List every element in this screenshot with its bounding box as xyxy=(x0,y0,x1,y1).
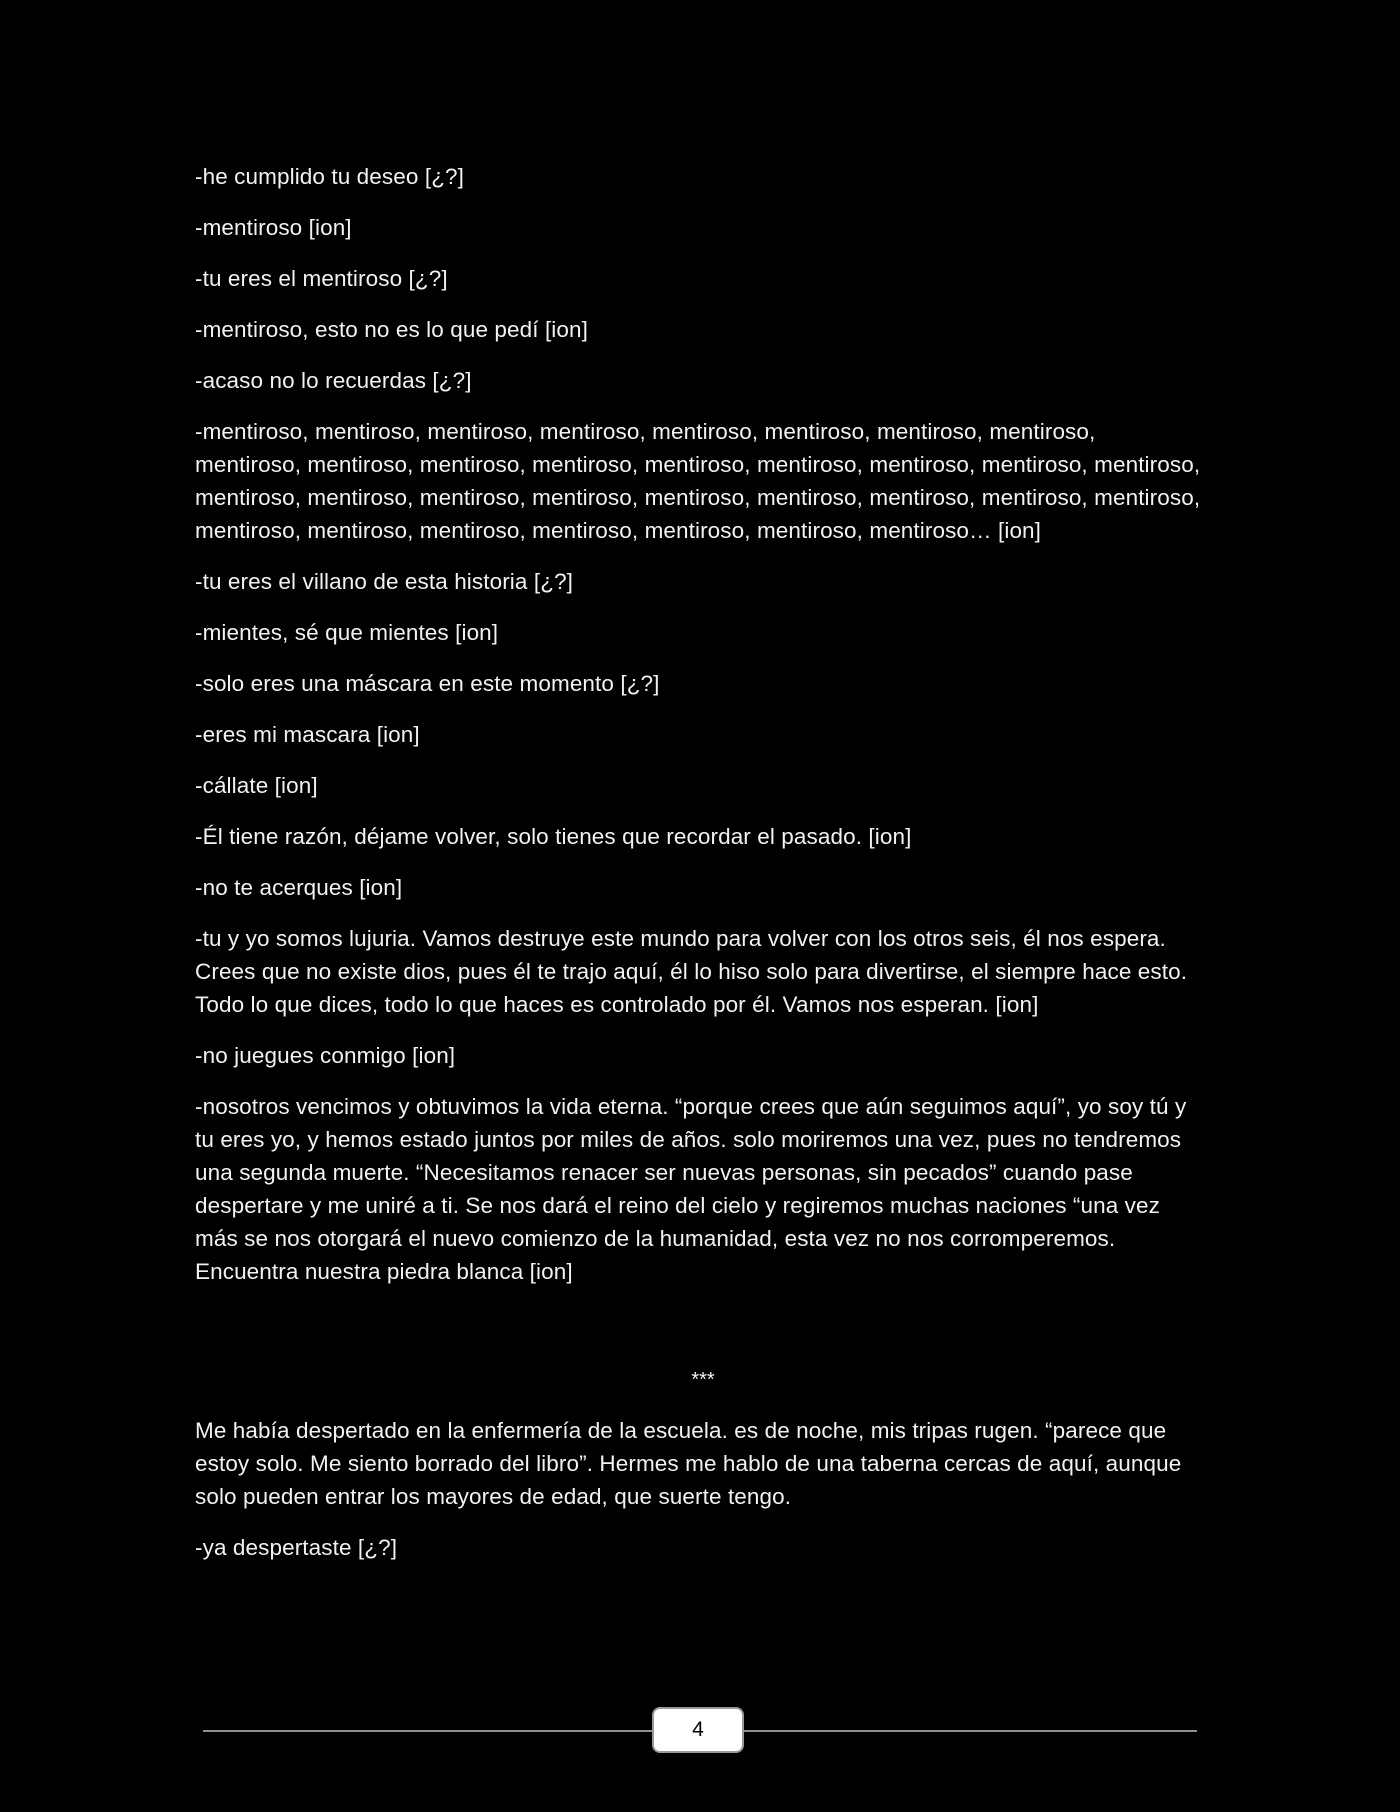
paragraph-7: -tu eres el villano de esta historia [¿?] xyxy=(195,569,574,594)
paragraph-11: -cállate [ion] xyxy=(195,773,318,798)
paragraph-16: -nosotros vencimos y obtuvimos la vida eterna. “porque crees que aún seguimos aquí”, yo soy tú y tu eres yo, y hemos estado juntos por miles de años. solo moriremos una vez, pues no tendremos una segunda muerte. “Necesitamos renacer ser nuevas personas, sin pecados” cuando pase despertare y me uniré a ti. Se nos dará el reino del cielo y regiremos muchas naciones “una vez más se nos otorgará el nuevo comienzo de la humanidad, esta vez no nos corromperemos. Encuentra nuestra piedra blanca [ion] xyxy=(195,1094,1187,1284)
paragraph-6: -mentiroso, mentiroso, mentiroso, mentiroso, mentiroso, mentiroso, mentiroso, mentiroso, mentiroso, mentiroso, mentiroso, mentiroso, mentiroso, mentiroso, mentiroso, mentiroso, mentiroso, mentiroso, mentiroso, mentiroso, mentiroso, mentiroso, mentiroso, mentiroso, mentiroso, mentiroso, mentiroso, mentiroso, mentiroso, mentiroso, mentiroso, mentiroso, mentiroso… [ion] xyxy=(195,419,1201,543)
paragraph-9: -solo eres una máscara en este momento [¿?] xyxy=(195,671,660,696)
page-number-badge xyxy=(652,1707,744,1753)
paragraph-4: -mentiroso, esto no es lo que pedí [ion] xyxy=(195,317,588,342)
page-number: 4 xyxy=(692,1718,704,1741)
section-separator: *** xyxy=(691,1369,715,1391)
paragraph-2: -mentiroso [ion] xyxy=(195,215,352,240)
paragraph-17: Me había despertado en la enfermería de la escuela. es de noche, mis tripas rugen. “parece que estoy solo. Me siento borrado del libro”. Hermes me hablo de una taberna cercas de aquí, aunque solo pueden entrar los mayores de edad, que suerte tengo. xyxy=(195,1418,1182,1509)
paragraph-13: -no te acerques [ion] xyxy=(195,875,403,900)
paragraph-8: -mientes, sé que mientes [ion] xyxy=(195,620,499,645)
paragraph-3: -tu eres el mentiroso [¿?] xyxy=(195,266,448,291)
paragraph-12: -Él tiene razón, déjame volver, solo tienes que recordar el pasado. [ion] xyxy=(195,824,912,849)
page-footer xyxy=(203,1707,1197,1755)
paragraph-18: -ya despertaste [¿?] xyxy=(195,1535,398,1560)
paragraph-15: -no juegues conmigo [ion] xyxy=(195,1043,456,1068)
paragraph-1: -he cumplido tu deseo [¿?] xyxy=(195,164,464,189)
paragraph-14: -tu y yo somos lujuria. Vamos destruye este mundo para volver con los otros seis, él nos espera. Crees que no existe dios, pues él te trajo aquí, él lo hiso solo para divertirse, el siempre hace esto. Todo lo que dices, todo lo que haces es controlado por él. Vamos nos esperan. [ion] xyxy=(195,926,1188,1017)
paragraph-10: -eres mi mascara [ion] xyxy=(195,722,420,747)
page-body xyxy=(195,160,1205,1582)
paragraph-5: -acaso no lo recuerdas [¿?] xyxy=(195,368,472,393)
